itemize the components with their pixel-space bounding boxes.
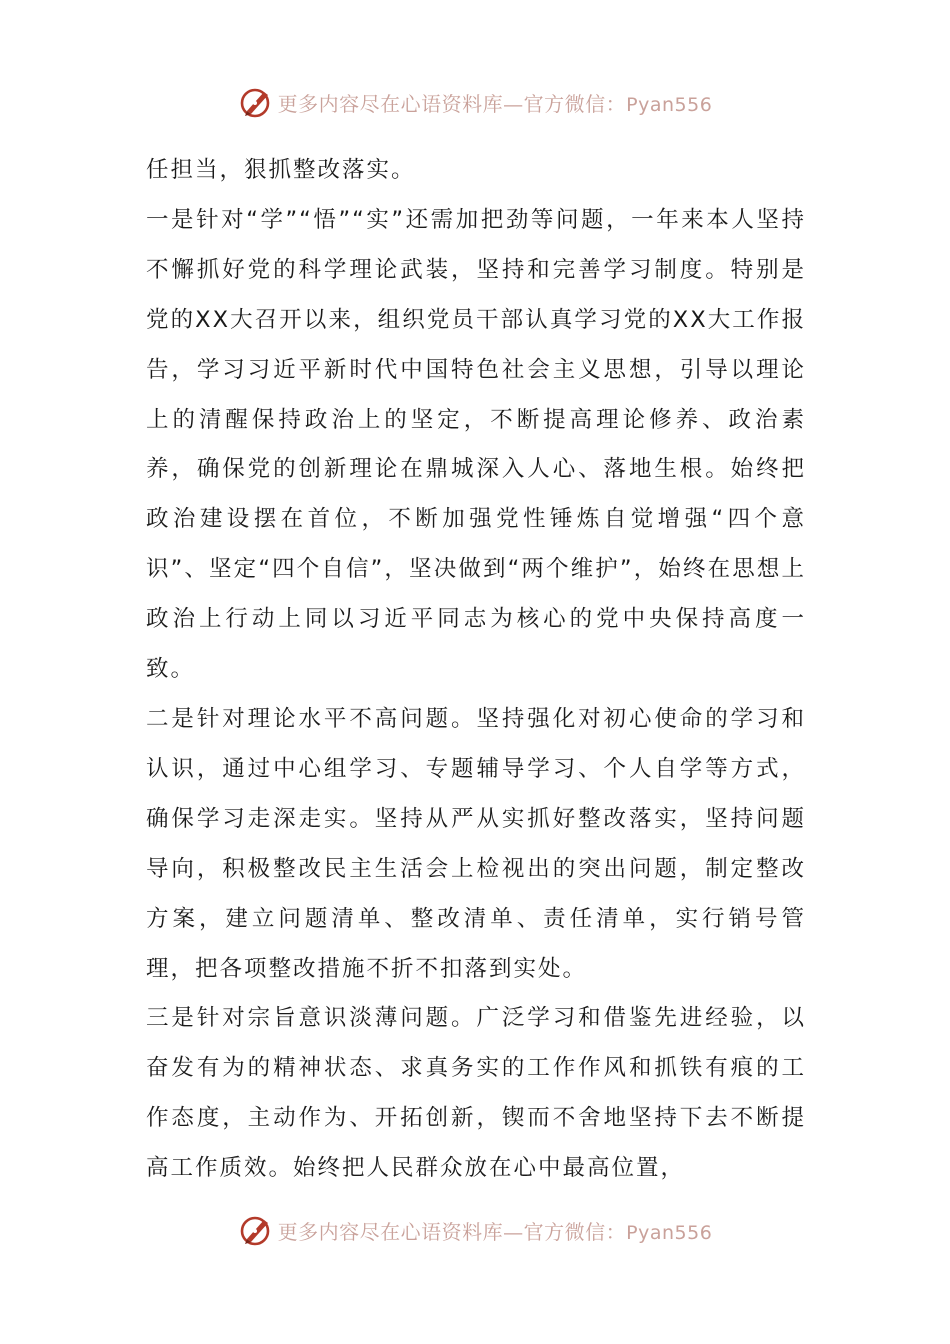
footer-banner-text: 更多内容尽在心语资料库—官方微信：Pyan556 bbox=[277, 1219, 713, 1244]
paragraph-two: 二是针对理论水平不高问题。坚持强化对初心使命的学习和认识，通过中心组学习、专题辅导学习、个人自学等方式，确保学习走深走实。坚持从严从实抓好整改落实，坚持问题导向，积极整改民主生活会上检视出的突出问题，制定整改方案，建立问题清单、整改清单、责任清单，实行销号管理，把各项整改措施不折不扣落到实处。 bbox=[146, 705, 806, 982]
document-body bbox=[146, 146, 806, 1194]
paragraph-three: 三是针对宗旨意识淡薄问题。广泛学习和借鉴先进经验，以奋发有为的精神状态、求真务实的工作作风和抓铁有痕的工作态度，主动作为、开拓创新，锲而不舍地坚持下去不断提高工作质效。始终把人民群众放在心中最高位置， bbox=[146, 1005, 806, 1182]
footer-banner bbox=[0, 1210, 950, 1250]
paragraph-one: 一是针对“学”“悟”“实”还需加把劲等问题，一年来本人坚持不懈抓好党的科学理论武装，坚持和完善学习制度。特别是党的XX大召开以来，组织党员干部认真学习党的XX大工作报告，学习习近平新时代中国特色社会主义思想，引导以理论上的清醒保持政治上的坚定，不断提高理论修养、政治素养，确保党的创新理论在鼎城深入人心、落地生根。始终把政治建设摆在首位，不断加强党性锤炼自觉增强“四个意识”、坚定“四个自信”，坚决做到“两个维护”，始终在思想上政治上行动上同以习近平同志为核心的党中央保持高度一致。 bbox=[146, 206, 806, 683]
header-banner-text: 更多内容尽在心语资料库—官方微信：Pyan556 bbox=[277, 91, 713, 116]
paragraph-continuation: 任担当，狠抓整改落实。 bbox=[146, 157, 416, 183]
pen-circle-logo-icon bbox=[238, 84, 274, 120]
header-banner bbox=[0, 82, 950, 122]
pen-circle-logo-icon bbox=[238, 1212, 274, 1248]
